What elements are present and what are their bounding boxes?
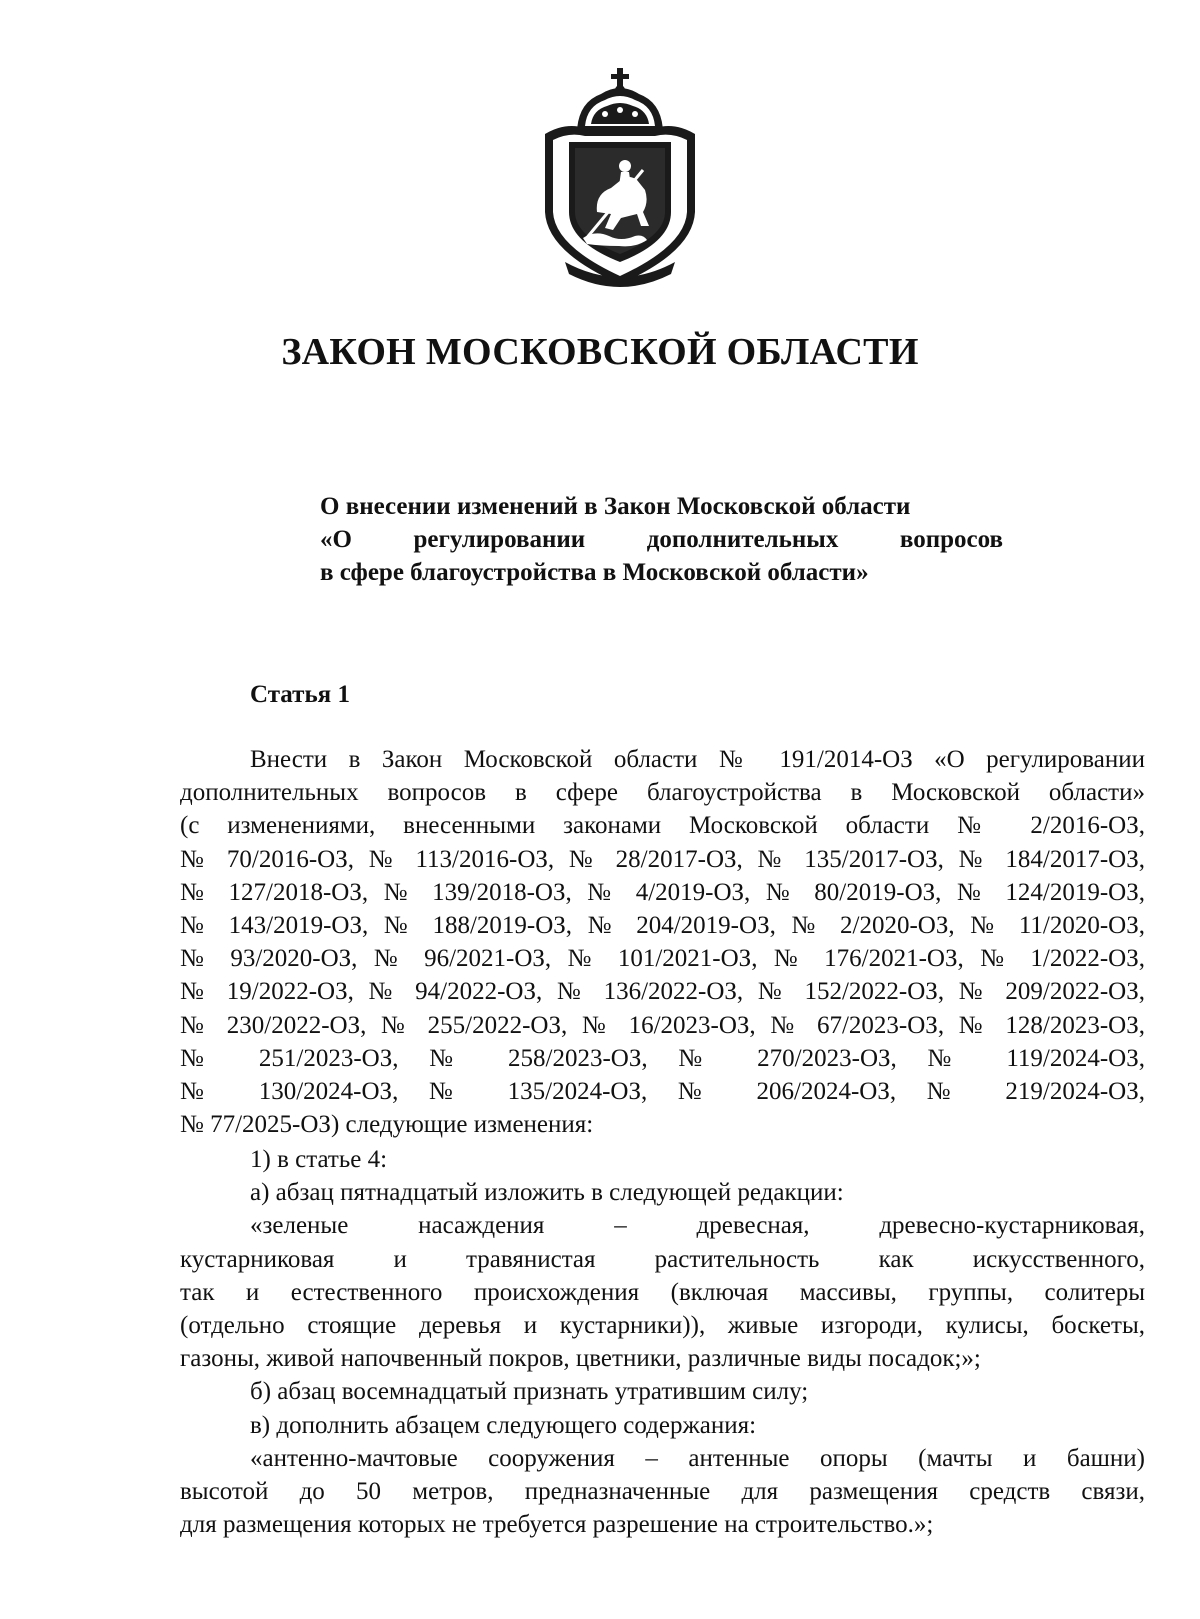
text-line: высотой до 50 метров, предназначенные для размещения средств связи, xyxy=(180,1478,1145,1506)
text-line: Внести в Закон Московской области № 191/2014-ОЗ «О регулировании xyxy=(250,746,1145,773)
text-line: № 143/2019-ОЗ, № 188/2019-ОЗ, № 204/2019-ОЗ, № 2/2020-ОЗ, № 11/2020-ОЗ, xyxy=(180,912,1145,940)
text-line: № 251/2023-ОЗ, № 258/2023-ОЗ, № 270/2023-ОЗ, № 119/2024-ОЗ, xyxy=(180,1044,1145,1072)
text-line: дополнительных вопросов в сфере благоустройства в Московской области» xyxy=(180,779,1145,807)
text-line: № 77/2025-ОЗ) следующие изменения: xyxy=(180,1111,594,1139)
subtitle-line: О внесении изменений в Закон Московской области xyxy=(320,493,911,520)
subtitle-line: «О регулировании дополнительных вопросов xyxy=(320,526,1003,553)
text-line: (с изменениями, внесенными законами Московской области № 2/2016-ОЗ, xyxy=(180,812,1145,840)
text-line: № 130/2024-ОЗ, № 135/2024-ОЗ, № 206/2024-ОЗ, № 219/2024-ОЗ, xyxy=(180,1078,1145,1106)
amendment-subitem: б) абзац восемнадцатый признать утратившим силу; xyxy=(250,1378,809,1406)
text-line: № 127/2018-ОЗ, № 139/2018-ОЗ, № 4/2019-ОЗ, № 80/2019-ОЗ, № 124/2019-ОЗ, xyxy=(180,878,1145,906)
text-line: «антенно-мачтовые сооружения – антенные опоры (мачты и башни) xyxy=(250,1444,1145,1472)
law-title: ЗАКОН МОСКОВСКОЙ ОБЛАСТИ xyxy=(281,331,919,373)
text-line: кустарниковая и травянистая растительность как искусственного, xyxy=(180,1245,1145,1273)
amendment-subitem: в) дополнить абзацем следующего содержания: xyxy=(250,1411,757,1439)
law-subtitle xyxy=(320,490,1003,589)
text-line: № 230/2022-ОЗ, № 255/2022-ОЗ, № 16/2023-ОЗ, № 67/2023-ОЗ, № 128/2023-ОЗ, xyxy=(180,1011,1145,1039)
amendment-subitem: а) абзац пятнадцатый изложить в следующей редакции: xyxy=(250,1179,844,1207)
article-intro-paragraph xyxy=(180,743,1145,1141)
amendments-section xyxy=(180,1143,1145,1541)
text-line: для размещения которых не требуется разрешение на строительство.»; xyxy=(180,1511,934,1539)
text-line: № 70/2016-ОЗ, № 113/2016-ОЗ, № 28/2017-ОЗ, № 135/2017-ОЗ, № 184/2017-ОЗ, xyxy=(180,845,1145,873)
text-line: «зеленые насаждения – древесная, древесно-кустарниковая, xyxy=(250,1212,1145,1240)
text-line: (отдельно стоящие деревья и кустарники)), живые изгороди, кулисы, боскеты, xyxy=(180,1312,1145,1340)
subtitle-line: в сфере благоустройства в Московской области» xyxy=(320,559,869,586)
text-line: так и естественного происхождения (включая массивы, группы, солитеры xyxy=(180,1278,1145,1306)
coat-of-arms-emblem xyxy=(525,62,715,288)
text-line: № 19/2022-ОЗ, № 94/2022-ОЗ, № 136/2022-ОЗ, № 152/2022-ОЗ, № 209/2022-ОЗ, xyxy=(180,978,1145,1006)
text-line: газоны, живой напочвенный покров, цветники, различные виды посадок;»; xyxy=(180,1345,981,1373)
amendment-item: 1) в статье 4: xyxy=(250,1146,388,1173)
text-line: № 93/2020-ОЗ, № 96/2021-ОЗ, № 101/2021-ОЗ, № 176/2021-ОЗ, № 1/2022-ОЗ, xyxy=(180,945,1145,973)
article-heading: Статья 1 xyxy=(250,681,350,708)
